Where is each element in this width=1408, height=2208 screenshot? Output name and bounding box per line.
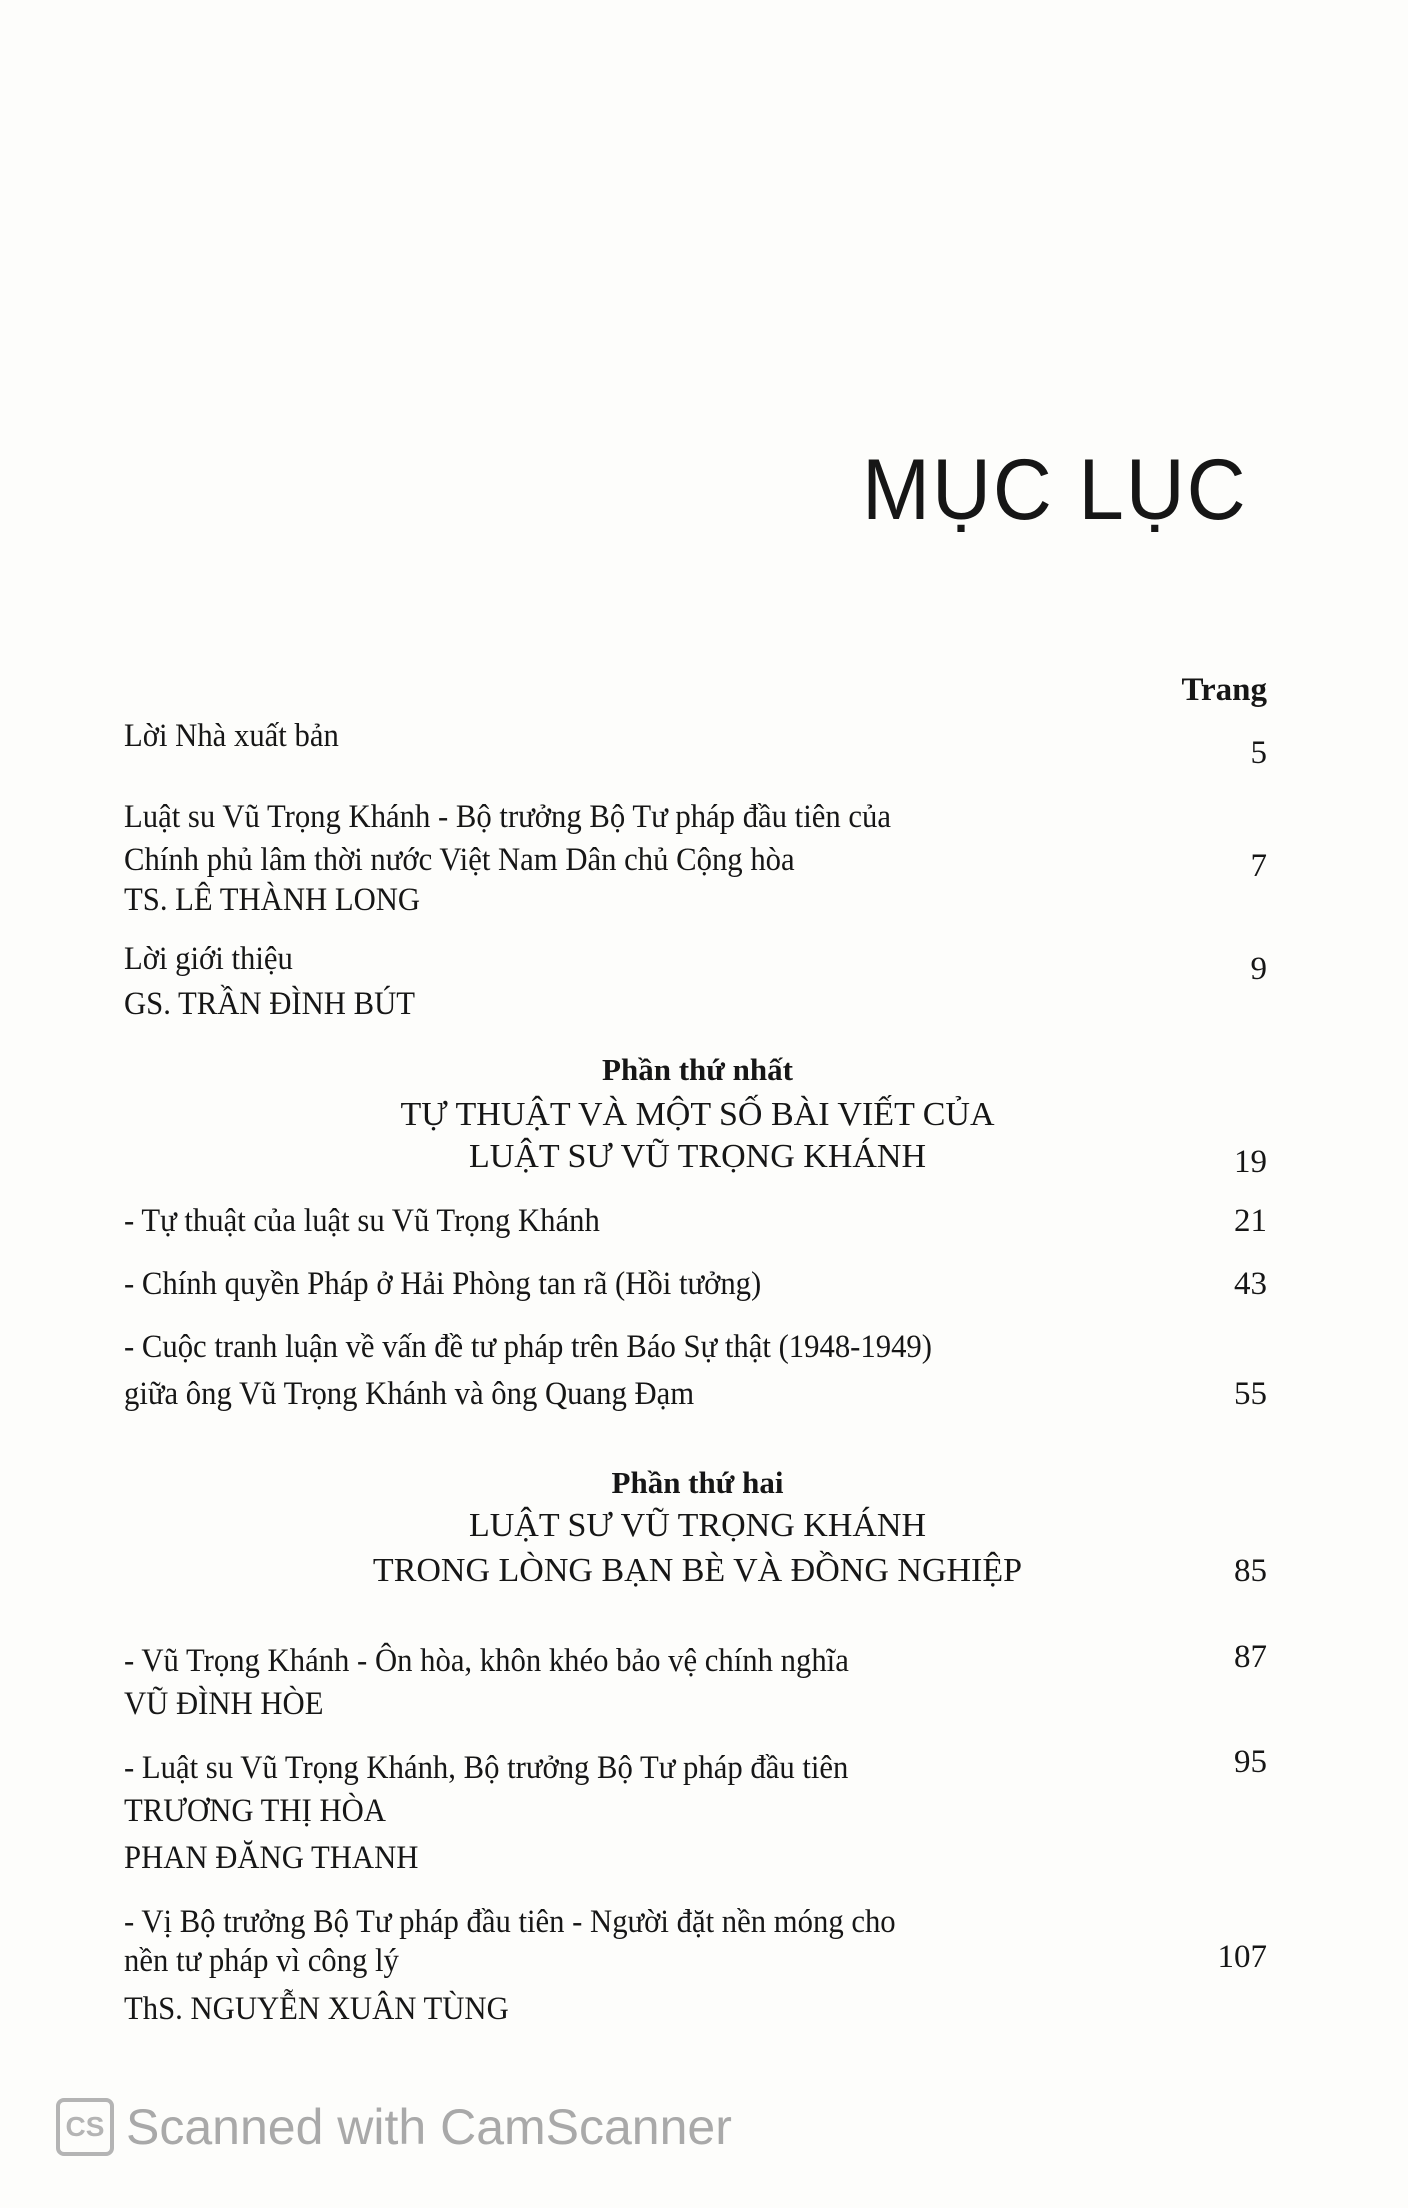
- camscanner-logo-icon: CS: [56, 2098, 114, 2156]
- entry-page: 7: [1250, 848, 1267, 884]
- entry-author: PHAN ĐĂNG THANH: [124, 1840, 419, 1876]
- entry-title: - Vị Bộ trưởng Bộ Tư pháp đầu tiên - Người đặt nền móng cho: [124, 1904, 896, 1940]
- entry-page: 107: [1217, 1939, 1267, 1975]
- entry-title: Lời giới thiệu: [124, 941, 293, 977]
- watermark-text: Scanned with CamScanner: [126, 2099, 732, 2155]
- entry-page: 21: [1234, 1203, 1267, 1239]
- entry-title: - Chính quyền Pháp ở Hải Phòng tan rã (Hồi tưởng): [124, 1266, 762, 1302]
- entry-author: TRƯƠNG THỊ HÒA: [124, 1793, 386, 1829]
- camscanner-watermark: [56, 2098, 732, 2156]
- part-heading: LUẬT SƯ VŨ TRỌNG KHÁNH: [468, 1507, 927, 1544]
- entry-title: Lời Nhà xuất bản: [124, 718, 339, 754]
- entry-author: VŨ ĐÌNH HÒE: [124, 1686, 324, 1722]
- part-label: Phần thứ hai: [611, 1465, 784, 1500]
- entry-page: 87: [1234, 1639, 1267, 1675]
- entry-title: - Tự thuật của luật su Vũ Trọng Khánh: [124, 1203, 600, 1239]
- part-page: 19: [1234, 1144, 1267, 1180]
- part-page: 85: [1234, 1553, 1267, 1589]
- page-column-header: Trang: [1181, 672, 1267, 708]
- entry-page: 5: [1250, 735, 1267, 771]
- entry-author: ThS. NGUYỄN XUÂN TÙNG: [124, 1991, 509, 2027]
- entry-title: - Luật su Vũ Trọng Khánh, Bộ trưởng Bộ Tư pháp đầu tiên: [124, 1750, 849, 1786]
- entry-page: 43: [1234, 1266, 1267, 1302]
- part-label: Phần thứ nhất: [602, 1052, 793, 1087]
- page-title: MỤC LỤC: [862, 442, 1248, 538]
- entry-title: giữa ông Vũ Trọng Khánh và ông Quang Đạm: [124, 1376, 695, 1412]
- entry-title: - Cuộc tranh luận về vấn đề tư pháp trên Báo Sự thật (1948-1949): [124, 1329, 932, 1365]
- part-heading: TỰ THUẬT VÀ MỘT SỐ BÀI VIẾT CỦA: [400, 1096, 995, 1133]
- entry-title: Chính phủ lâm thời nước Việt Nam Dân chủ Cộng hòa: [124, 842, 795, 878]
- entry-title: Luật su Vũ Trọng Khánh - Bộ trưởng Bộ Tư pháp đầu tiên của: [124, 799, 891, 835]
- entry-author: GS. TRẦN ĐÌNH BÚT: [124, 986, 416, 1022]
- entry-author: TS. LÊ THÀNH LONG: [124, 882, 421, 918]
- entry-page: 55: [1234, 1376, 1267, 1412]
- part-heading: LUẬT SƯ VŨ TRỌNG KHÁNH: [468, 1138, 927, 1175]
- entry-page: 95: [1234, 1744, 1267, 1780]
- entry-title: - Vũ Trọng Khánh - Ôn hòa, khôn khéo bảo vệ chính nghĩa: [124, 1643, 849, 1679]
- part-heading: TRONG LÒNG BẠN BÈ VÀ ĐỒNG NGHIỆP: [372, 1552, 1023, 1589]
- entry-title: nền tư pháp vì công lý: [124, 1943, 399, 1979]
- entry-page: 9: [1250, 951, 1267, 987]
